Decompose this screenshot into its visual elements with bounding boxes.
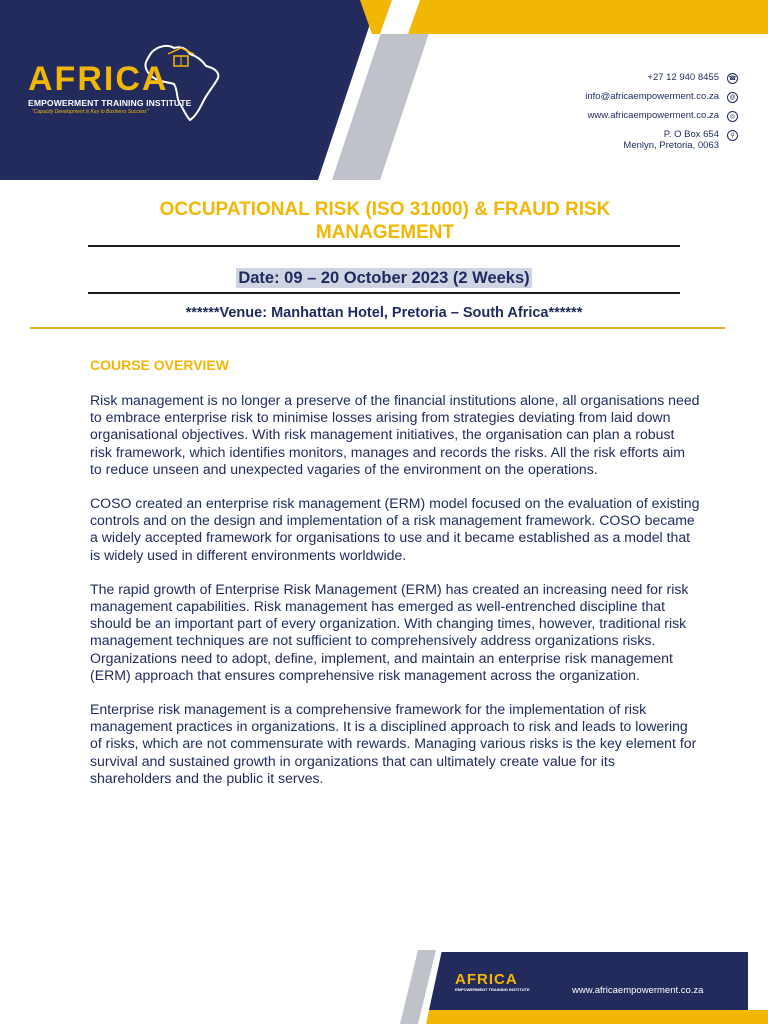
- contact-phone-row: [478, 72, 738, 84]
- contact-email[interactable]: info@africaempowerment.co.za: [585, 91, 719, 102]
- email-icon: @: [727, 92, 738, 103]
- overview-heading: COURSE OVERVIEW: [90, 357, 229, 373]
- contact-website[interactable]: www.africaempowerment.co.za: [587, 110, 719, 121]
- contact-address-row: [478, 129, 738, 151]
- location-icon: ⚲: [727, 130, 738, 141]
- course-title: OCCUPATIONAL RISK (ISO 31000) & FRAUD RISK MANAGEMENT: [159, 199, 611, 243]
- overview-body: [90, 392, 700, 804]
- address-line-1: P. O Box 654: [663, 129, 719, 140]
- footer-brand-subtitle: EMPOWERMENT TRAINING INSTITUTE: [455, 987, 530, 992]
- overview-paragraph: Risk management is no longer a preserve of the financial institutions alone, all organisations need to embrace enterprise risk to minimise losses arising from strategies deviating from laid down organisational objectives. With risk management initiatives, the organisation can plan a robust risk framework, which identifies monitors, manages and records the risks. All the risk efforts aim to reduce unseen and unexpected vagaries of the environment on the operations.: [90, 392, 700, 477]
- title-divider-bottom: [88, 292, 680, 294]
- phone-icon: ☎: [727, 73, 738, 84]
- overview-paragraph: The rapid growth of Enterprise Risk Management (ERM) has created an increasing need for risk management capabilities. Risk management has emerged as well-entrenched discipline that should be an important part of every organization. With changing times, however, traditional risk management techniques are not sufficient to comprehensively address organizations risks. Organizations need to adopt, define, implement, and maintain an enterprise risk management (ERM) approach that ensures comprehensive risk management across the organization.: [90, 580, 689, 683]
- footer-logo: [455, 972, 530, 992]
- address-line-2: Menlyn, Pretoria, 0063: [623, 140, 719, 151]
- title-divider-top: [88, 245, 680, 247]
- course-date: Date: 09 – 20 October 2023 (2 Weeks): [238, 269, 530, 287]
- contact-email-row: [478, 91, 738, 103]
- web-icon: ◎: [727, 111, 738, 122]
- footer-website[interactable]: www.africaempowerment.co.za: [572, 985, 704, 996]
- contact-web-row: [478, 110, 738, 122]
- contact-phone[interactable]: +27 12 940 8455: [647, 72, 719, 83]
- contact-address: [623, 129, 719, 151]
- brand-name: AFRICA: [28, 60, 169, 98]
- overview-paragraph: COSO created an enterprise risk management (ERM) model focused on the evaluation of existing controls and on the design and implementation of a risk management framework. COSO became a widely accepted framework for organisations to use and it became established as a model that is widely used in different environments worldwide.: [90, 495, 700, 563]
- section-divider: [30, 327, 725, 329]
- brand-subtitle: EMPOWERMENT TRAINING INSTITUTE: [28, 98, 192, 108]
- overview-paragraph: Enterprise risk management is a comprehensive framework for the implementation of risk management practices in organizations. It is a disciplined approach to risk and leads to lowering of risks, which are not commensurate with rewards. Managing various risks is the key element for survival and sustained growth in organizations that can ultimately create value for its shareholders and the public it serves.: [90, 701, 697, 786]
- course-venue: ******Venue: Manhattan Hotel, Pretoria – South Africa******: [185, 305, 583, 321]
- course-date-line: [88, 268, 680, 288]
- contact-info: [478, 72, 738, 158]
- brand-logo: [22, 42, 222, 122]
- brand-tagline: "Capacity Development is Key to Business Success": [32, 109, 149, 115]
- footer-brand-name: AFRICA: [455, 971, 518, 988]
